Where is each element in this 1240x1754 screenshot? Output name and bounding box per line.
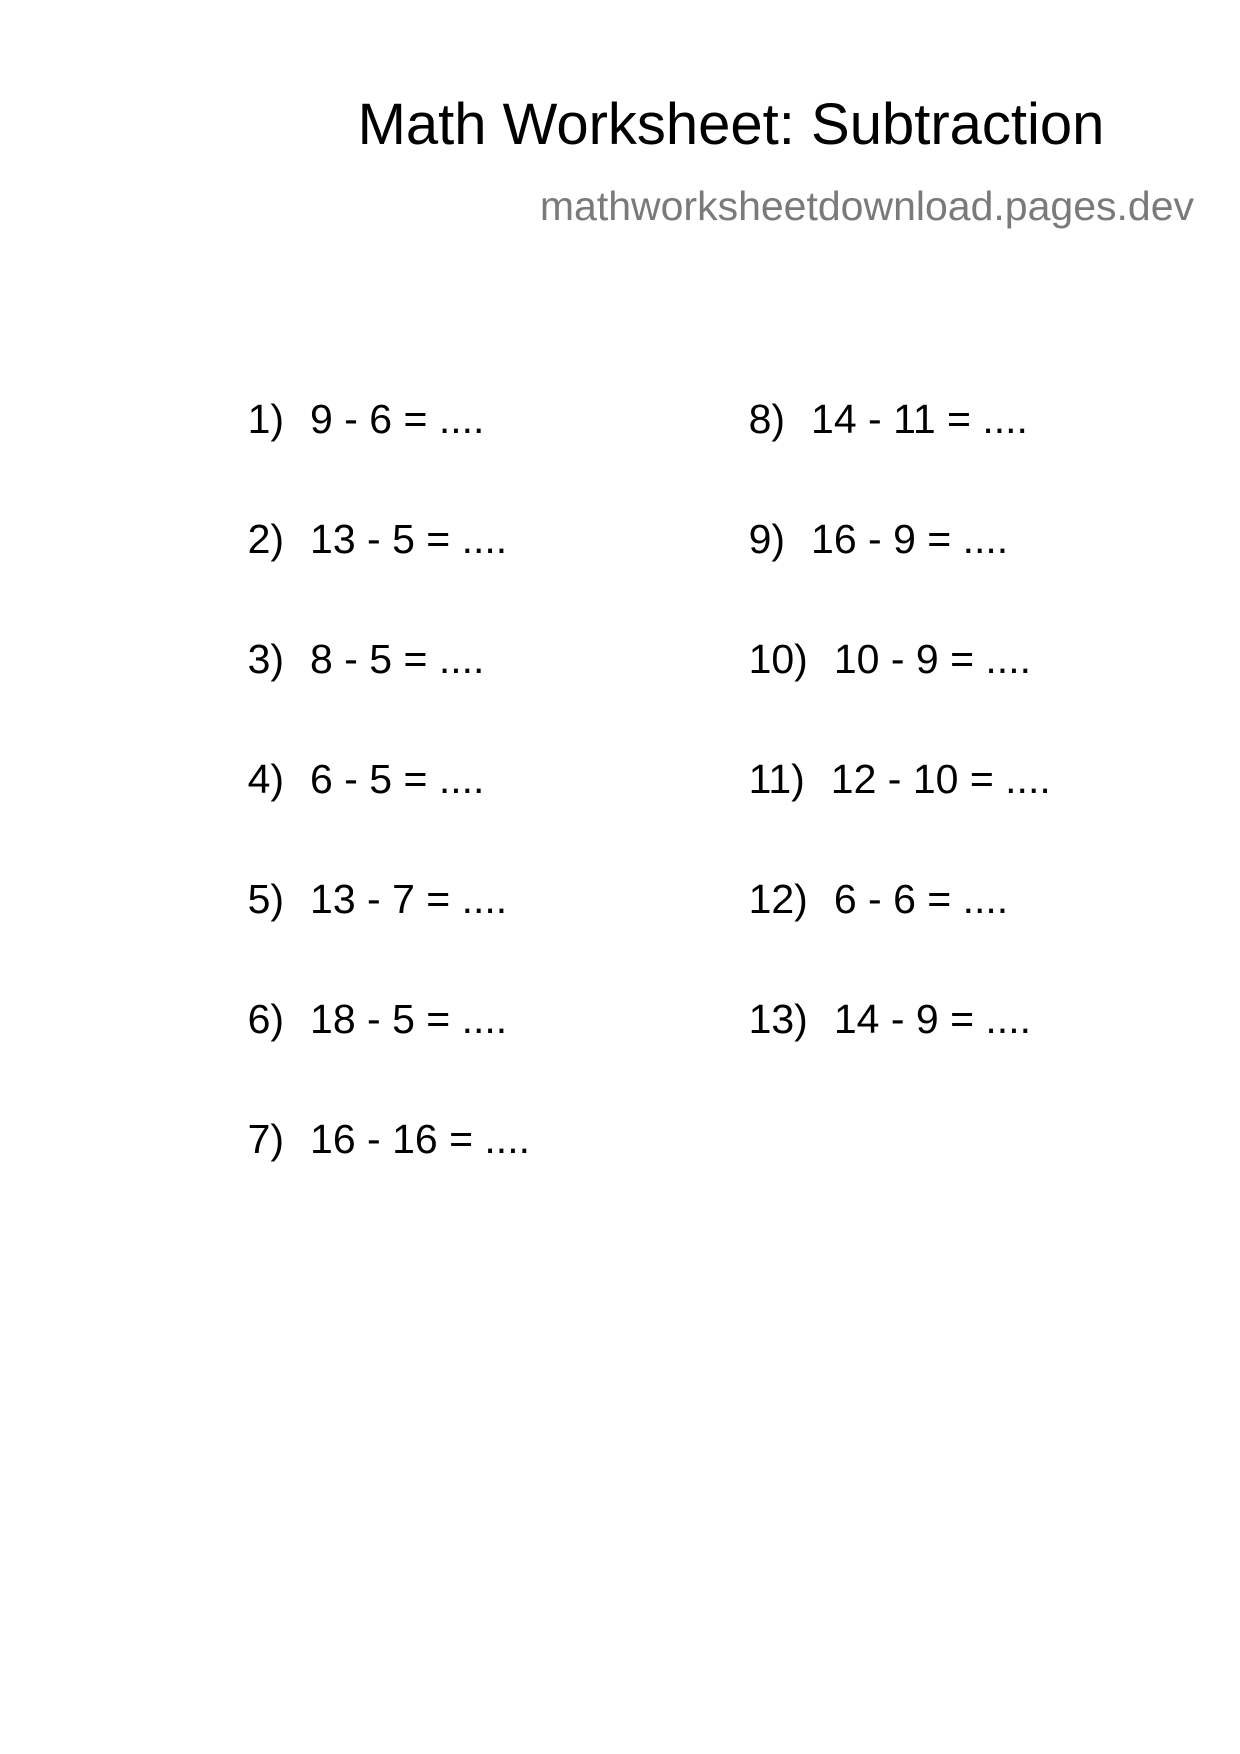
problem-expression: 16 - 16 = ....	[310, 1116, 530, 1162]
problem-expression: 14 - 11 = ....	[811, 396, 1028, 442]
problem-item	[703, 478, 1008, 601]
problem-item	[202, 838, 507, 961]
problem-item	[202, 1078, 530, 1201]
problem-item	[703, 358, 1028, 481]
problem-number: 5)	[247, 876, 285, 922]
page-title: Math Worksheet: Subtraction	[357, 92, 1105, 157]
problem-item	[703, 958, 1031, 1081]
problem-number: 7)	[247, 1116, 285, 1162]
problem-expression: 6 - 5 = ....	[310, 756, 485, 802]
site-url: mathworksheetdownload.pages.dev	[539, 183, 1194, 229]
problem-expression: 6 - 6 = ....	[833, 876, 1009, 922]
problem-number: 4)	[247, 756, 285, 802]
problem-number: 12)	[748, 876, 808, 922]
problem-expression: 12 - 10 = ....	[830, 756, 1051, 802]
problem-expression: 8 - 5 = ....	[310, 636, 485, 682]
problem-item	[703, 838, 1008, 961]
problem-number: 1)	[247, 396, 285, 442]
problem-number: 8)	[748, 396, 786, 442]
problem-item	[202, 718, 484, 841]
problem-expression: 10 - 9 = ....	[833, 636, 1031, 682]
problem-expression: 14 - 9 = ....	[833, 996, 1031, 1042]
problem-number: 9)	[748, 516, 786, 562]
problem-expression: 13 - 5 = ....	[310, 516, 508, 562]
problem-expression: 13 - 7 = ....	[310, 876, 508, 922]
problem-number: 11)	[748, 756, 805, 802]
problem-number: 10)	[748, 636, 808, 682]
problem-item	[202, 358, 484, 481]
problem-expression: 16 - 9 = ....	[811, 516, 1009, 562]
problem-number: 13)	[748, 996, 808, 1042]
problem-number: 2)	[247, 516, 285, 562]
problem-expression: 18 - 5 = ....	[310, 996, 508, 1042]
problem-item	[202, 478, 507, 601]
problem-item	[703, 598, 1031, 721]
problem-item	[703, 718, 1051, 841]
problem-number: 6)	[247, 996, 285, 1042]
problem-item	[202, 958, 507, 1081]
problem-item	[202, 598, 484, 721]
problem-number: 3)	[247, 636, 285, 682]
problem-expression: 9 - 6 = ....	[310, 396, 485, 442]
